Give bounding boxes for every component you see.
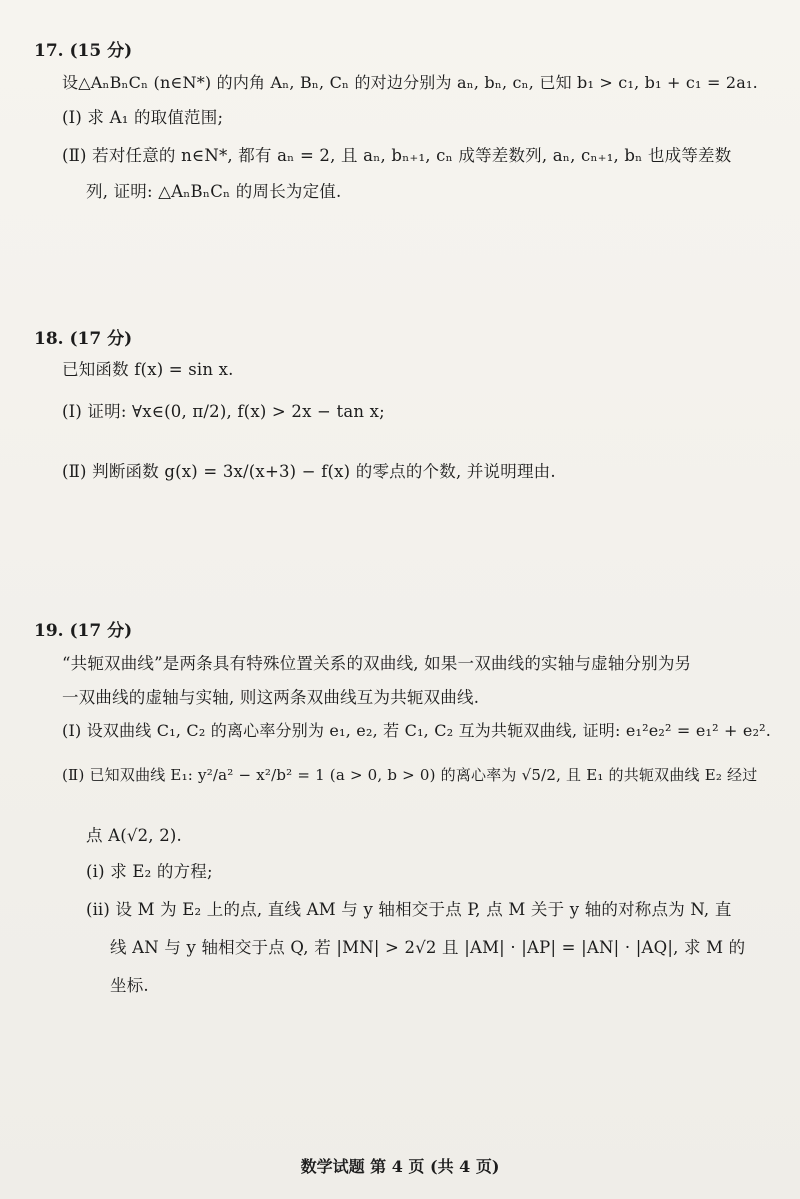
problem-18-part-2: (Ⅱ) 判断函数 g(x) = 3x/(x+3) − f(x) 的零点的个数, 并说明理由. bbox=[62, 462, 556, 481]
problem-19-part-2-ii: (ⅱ) 设 M 为 E₂ 上的点, 直线 AM 与 y 轴相交于点 P, 点 M 关于 y 轴的对称点为 N, 直 bbox=[86, 900, 732, 919]
problem-18-header: 18. (17 分) bbox=[34, 329, 133, 349]
problem-19-part-2-ii-end: 坐标. bbox=[110, 976, 149, 995]
problem-19-part-2-point: 点 A(√2, 2). bbox=[86, 826, 182, 845]
problem-17-statement: 设△AₙBₙCₙ (n∈N*) 的内角 Aₙ, Bₙ, Cₙ 的对边分别为 aₙ, bₙ, cₙ, 已知 b₁ > c₁, b₁ + c₁ = 2a₁. bbox=[62, 73, 758, 92]
problem-18-part-1: (Ⅰ) 证明: ∀x∈(0, π/2), f(x) > 2x − tan x; bbox=[62, 402, 385, 421]
page-footer: 数学试题 第 4 页 (共 4 页) bbox=[300, 1157, 500, 1176]
problem-17-part-2: (Ⅱ) 若对任意的 n∈N*, 都有 aₙ = 2, 且 aₙ, bₙ₊₁, cₙ 成等差数列, aₙ, cₙ₊₁, bₙ 也成等差数 bbox=[62, 146, 732, 165]
problem-17-part-2-cont: 列, 证明: △AₙBₙCₙ 的周长为定值. bbox=[86, 182, 342, 201]
problem-19-part-2-ii-cont: 线 AN 与 y 轴相交于点 Q, 若 |MN| > 2√2 且 |AM| · |AP| = |AN| · |AQ|, 求 M 的 bbox=[110, 938, 746, 957]
problem-19-part-1: (Ⅰ) 设双曲线 C₁, C₂ 的离心率分别为 e₁, e₂, 若 C₁, C₂ 互为共轭双曲线, 证明: e₁²e₂² = e₁² + e₂². bbox=[62, 721, 772, 740]
problem-17-part-1: (Ⅰ) 求 A₁ 的取值范围; bbox=[62, 108, 224, 127]
problem-17-header: 17. (15 分) bbox=[34, 41, 133, 61]
problem-19-intro-1: “共轭双曲线”是两条具有特殊位置关系的双曲线, 如果一双曲线的实轴与虚轴分别为另 bbox=[62, 654, 692, 673]
problem-19-header: 19. (17 分) bbox=[34, 621, 133, 641]
problem-18-statement: 已知函数 f(x) = sin x. bbox=[62, 360, 234, 379]
problem-19-intro-2: 一双曲线的虚轴与实轴, 则这两条双曲线互为共轭双曲线. bbox=[62, 688, 480, 707]
problem-19-part-2: (Ⅱ) 已知双曲线 E₁: y²/a² − x²/b² = 1 (a > 0, b > 0) 的离心率为 √5/2, 且 E₁ 的共轭双曲线 E₂ 经过 bbox=[62, 766, 758, 784]
problem-19-part-2-i: (ⅰ) 求 E₂ 的方程; bbox=[86, 862, 213, 881]
